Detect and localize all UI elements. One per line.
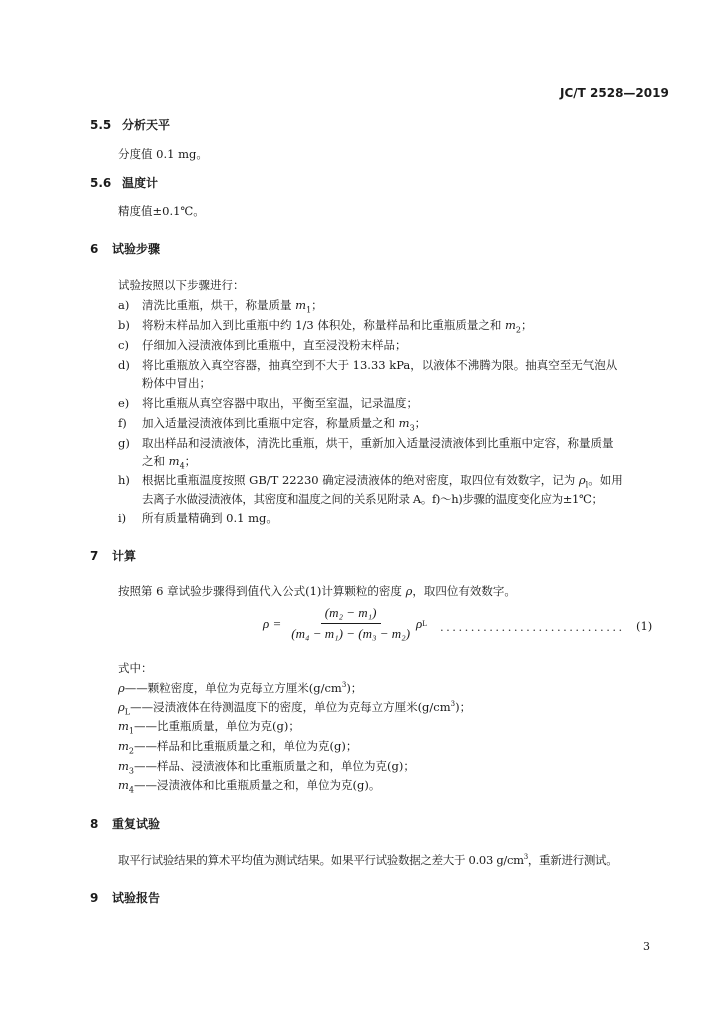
formula-numerator: (m₂ − m₁) (321, 605, 381, 624)
list-text: 取出样品和浸渍液体，清洗比重瓶，烘干，重新加入适量浸渍液体到比重瓶中定容，称量质量 (142, 436, 614, 450)
definition-item (118, 758, 415, 775)
list-marker: f) (118, 416, 127, 430)
math-var: m (118, 778, 129, 792)
list-marker: c) (118, 338, 129, 352)
formula (263, 605, 427, 642)
list-item (118, 435, 614, 451)
standard-code: JC/T 2528—2019 (560, 86, 669, 100)
section-heading-5-6 (90, 174, 158, 191)
math-var: ρ (405, 584, 413, 598)
definition-item (118, 680, 362, 696)
list-item (118, 510, 278, 526)
definition-item (118, 738, 357, 755)
math-var: m (118, 739, 129, 753)
math-sub: 1 (306, 305, 312, 315)
section-number: 9 (90, 891, 99, 905)
definition-text: ——浸渍液体在待测温度下的密度，单位为克每立方厘米(g/cm (130, 700, 451, 714)
list-continuation (142, 453, 196, 470)
math-sub: 2 (128, 746, 134, 756)
paragraph (118, 583, 516, 599)
section-number: 8 (90, 817, 99, 831)
list-item (118, 415, 426, 432)
formula-lhs: ρ = (263, 615, 282, 631)
list-continuation: 粉体中冒出； (142, 376, 211, 390)
formula-factor: ρ (416, 615, 423, 631)
section-title: 试验步骤 (112, 242, 161, 256)
paragraph-text: ，取四位有效数字。 (412, 584, 516, 598)
paragraph-text: 取平行试验结果的算术平均值为测试结果。如果平行试验数据之差大于 0.03 g/cm (118, 853, 524, 867)
paragraph: 分度值 0.1 mg。 (118, 147, 208, 161)
list-text: ； (520, 318, 533, 332)
math-sub: l (585, 480, 589, 490)
math-sub: 4 (179, 461, 185, 471)
page-number: 3 (643, 940, 650, 953)
math-sub: 3 (409, 423, 415, 433)
math-sub: 3 (128, 766, 134, 776)
list-text: 将比重瓶从真空容器中取出，平衡至室温，记录温度； (142, 396, 418, 410)
math-sup: 3 (341, 681, 347, 690)
math-sub: 2 (515, 325, 521, 335)
section-title: 分析天平 (122, 118, 171, 132)
list-text: 仔细加入浸渍液体到比重瓶中，直至浸没粉末样品； (142, 338, 407, 352)
formula-factor-sub: L (422, 619, 428, 628)
list-text: 将比重瓶放入真空容器，抽真空到不大于 13.33 kPa，以液体不沸腾为限。抽真空至无气泡从 (142, 358, 618, 372)
list-marker: d) (118, 358, 130, 372)
section-heading-7 (90, 547, 136, 564)
math-var: m (118, 719, 129, 733)
math-var: m (295, 298, 307, 312)
section-number: 5.5 (90, 118, 112, 132)
list-item (118, 337, 407, 353)
fraction (287, 605, 414, 642)
math-var: m (168, 454, 180, 468)
math-var: ρ (118, 700, 125, 714)
formula-denominator: (m₄ − m₁) − (m₃ − m₂) (291, 626, 411, 641)
list-item (118, 357, 617, 373)
definition-item (118, 699, 471, 716)
section-title: 计算 (112, 549, 137, 563)
list-text: 所有质量精确到 0.1 mg。 (142, 511, 278, 525)
list-marker: a) (118, 298, 130, 312)
list-item (118, 472, 623, 489)
math-var: m (118, 759, 129, 773)
list-marker: b) (118, 318, 130, 332)
list-item (118, 297, 323, 314)
section-title: 温度计 (122, 176, 159, 190)
definition-item (118, 718, 300, 735)
math-var: ρ (118, 681, 125, 695)
math-sub: L (124, 707, 131, 717)
list-continuation: 去离子水做浸渍液体，其密度和温度之间的关系见附录 A。f)～h)步骤的温度变化应为±1℃； (142, 492, 603, 506)
list-text: ； (184, 454, 197, 468)
math-sub: 1 (128, 726, 134, 736)
section-number: 6 (90, 242, 99, 256)
section-number: 7 (90, 549, 99, 563)
paragraph-text: ，重新进行测试。 (527, 853, 618, 867)
list-item (118, 395, 418, 411)
list-text: 加入适量浸渍液体到比重瓶中定容，称量质量之和 (142, 416, 399, 430)
list-text: 。如用 (588, 473, 623, 487)
where-label: 式中： (118, 661, 153, 675)
section-number: 5.6 (90, 176, 112, 190)
definition-text: ——颗粒密度，单位为克每立方厘米(g/cm (124, 681, 342, 695)
definition-text: )； (346, 681, 363, 695)
section-heading-8 (90, 815, 160, 832)
list-text: 根据比重瓶温度按照 GB/T 22230 确定浸渍液体的绝对密度，取四位有效数字，记为 (142, 473, 579, 487)
equation-leader-dots: .............................. (440, 620, 625, 634)
math-sub: 4 (128, 785, 134, 795)
list-marker: i) (118, 511, 127, 525)
definition-text: ——比重瓶质量，单位为克(g)； (134, 719, 300, 733)
definition-text: )； (455, 700, 472, 714)
paragraph (118, 852, 617, 868)
definition-text: ——样品、浸渍液体和比重瓶质量之和，单位为克(g)； (134, 759, 415, 773)
math-sup: 3 (523, 853, 528, 862)
list-marker: h) (118, 473, 130, 487)
paragraph: 试验按照以下步骤进行： (118, 278, 245, 292)
equation-number: (1) (636, 619, 653, 633)
section-heading-9 (90, 889, 160, 906)
math-var: ρ (578, 473, 586, 487)
section-heading-5-5 (90, 116, 170, 133)
definition-item (118, 777, 380, 794)
section-title: 试验报告 (112, 891, 161, 905)
math-sup: 3 (450, 700, 456, 709)
list-marker: e) (118, 396, 130, 410)
section-title: 重复试验 (112, 817, 161, 831)
list-text: 将粉末样品加入到比重瓶中约 1/3 体积处，称量样品和比重瓶质量之和 (142, 318, 505, 332)
definition-text: ——样品和比重瓶质量之和，单位为克(g)； (134, 739, 358, 753)
list-text: ； (414, 416, 427, 430)
list-marker: g) (118, 436, 130, 450)
definition-text: ——浸渍液体和比重瓶质量之和，单位为克(g)。 (134, 778, 381, 792)
math-var: m (398, 416, 410, 430)
list-text: 之和 (142, 454, 169, 468)
list-text: ； (311, 298, 323, 312)
section-heading-6 (90, 240, 160, 257)
math-var: m (504, 318, 516, 332)
list-item (118, 317, 532, 334)
paragraph-text: 按照第 6 章试验步骤得到值代入公式(1)计算颗粒的密度 (118, 584, 406, 598)
paragraph: 精度值±0.1℃。 (118, 204, 205, 218)
list-text: 清洗比重瓶，烘干，称量质量 (142, 298, 296, 312)
